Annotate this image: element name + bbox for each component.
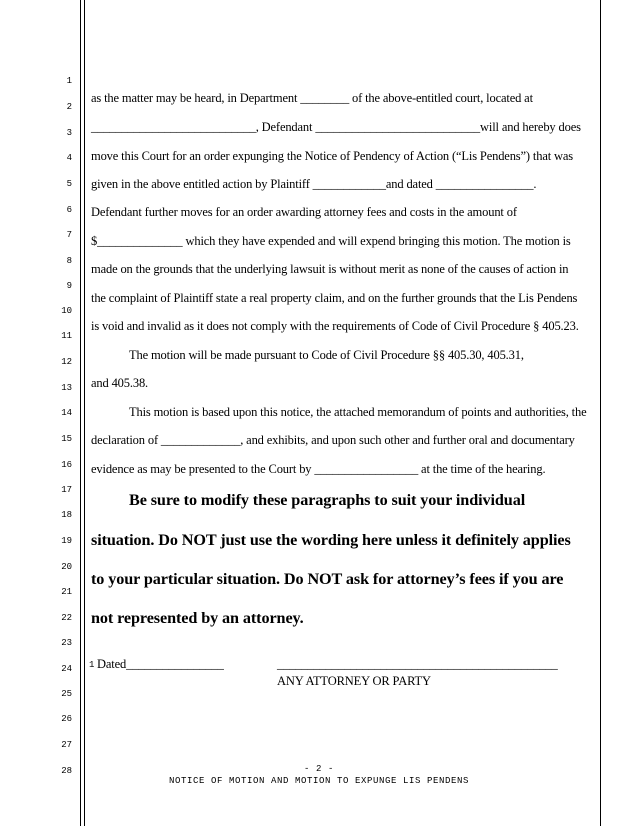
line-number: 11 bbox=[61, 331, 72, 341]
signature-label: ANY ATTORNEY OR PARTY bbox=[277, 674, 431, 688]
body-line: the complaint of Plaintiff state a real property claim, and on the further grounds that the Lis Pendens bbox=[91, 291, 578, 305]
body-line: Defendant further moves for an order awarding attorney fees and costs in the amount of bbox=[91, 205, 517, 219]
body-line: evidence as may be presented to the Court by _________________ at the time of the hearing. bbox=[91, 462, 546, 476]
line-number: 3 bbox=[66, 128, 72, 138]
line-number: 18 bbox=[61, 510, 72, 520]
body-line: ___________________________, Defendant ___________________________will and hereby does bbox=[91, 120, 581, 134]
line-number: 21 bbox=[61, 587, 72, 597]
instruction-line: not represented by an attorney. bbox=[91, 609, 304, 627]
instruction-line: Be sure to modify these paragraphs to suit your individual bbox=[129, 491, 526, 509]
instruction-line: to your particular situation. Do NOT ask for attorney’s fees if you are bbox=[91, 570, 564, 588]
line-number: 26 bbox=[61, 714, 72, 724]
body-line: is void and invalid as it does not comply with the requirements of Code of Civil Procedure § 405.23. bbox=[91, 319, 579, 333]
line-number: 24 bbox=[61, 664, 72, 674]
signature-line: ______________________________________________ bbox=[277, 657, 558, 671]
line-number: 28 bbox=[61, 766, 72, 776]
body-line: This motion is based upon this notice, the attached memorandum of points and authorities, the bbox=[129, 405, 587, 419]
line-number: 23 bbox=[61, 638, 72, 648]
line-number: 20 bbox=[61, 562, 72, 572]
left-margin-rule-outer bbox=[80, 0, 81, 826]
body-line: given in the above entitled action by Plaintiff ____________and dated ________________. bbox=[91, 177, 537, 191]
body-line: The motion will be made pursuant to Code of Civil Procedure §§ 405.30, 405.31, bbox=[129, 348, 524, 362]
body-line: move this Court for an order expunging the Notice of Pendency of Action (“Lis Pendens”) that was bbox=[91, 149, 574, 163]
footer-title: NOTICE OF MOTION AND MOTION TO EXPUNGE LIS PENDENS bbox=[168, 776, 470, 786]
line-number: 5 bbox=[66, 179, 72, 189]
body-line: as the matter may be heard, in Department ________ of the above-entitled court, located at bbox=[91, 91, 533, 105]
line-number: 2 bbox=[66, 102, 72, 112]
line-number: 22 bbox=[61, 613, 72, 623]
signature-marker: 1 bbox=[89, 660, 95, 670]
line-number: 13 bbox=[61, 383, 72, 393]
line-number: 25 bbox=[61, 689, 72, 699]
line-number: 14 bbox=[61, 408, 72, 418]
body-line: made on the grounds that the underlying lawsuit is without merit as none of the causes of action in bbox=[91, 262, 569, 276]
page-number: - 2 - bbox=[303, 764, 334, 774]
right-margin-rule bbox=[600, 0, 601, 826]
line-number: 16 bbox=[61, 460, 72, 470]
line-number: 19 bbox=[61, 536, 72, 546]
line-number: 12 bbox=[61, 357, 72, 367]
line-number: 15 bbox=[61, 434, 72, 444]
line-number: 6 bbox=[66, 205, 72, 215]
body-line: $______________ which they have expended and will expend bringing this motion. The motion is bbox=[91, 234, 571, 248]
line-number: 27 bbox=[61, 740, 72, 750]
line-number: 9 bbox=[66, 281, 72, 291]
instruction-line: situation. Do NOT just use the wording here unless it definitely applies bbox=[91, 531, 571, 549]
dated-field: Dated________________ bbox=[97, 657, 224, 671]
line-number: 8 bbox=[66, 256, 72, 266]
line-number: 7 bbox=[66, 230, 72, 240]
line-number: 10 bbox=[61, 306, 72, 316]
body-line: declaration of _____________, and exhibits, and upon such other and further oral and documentary bbox=[91, 433, 575, 447]
line-number: 17 bbox=[61, 485, 72, 495]
left-margin-rule-inner bbox=[84, 0, 85, 826]
line-number: 1 bbox=[66, 76, 72, 86]
line-number: 4 bbox=[66, 153, 72, 163]
body-line: and 405.38. bbox=[91, 376, 149, 390]
